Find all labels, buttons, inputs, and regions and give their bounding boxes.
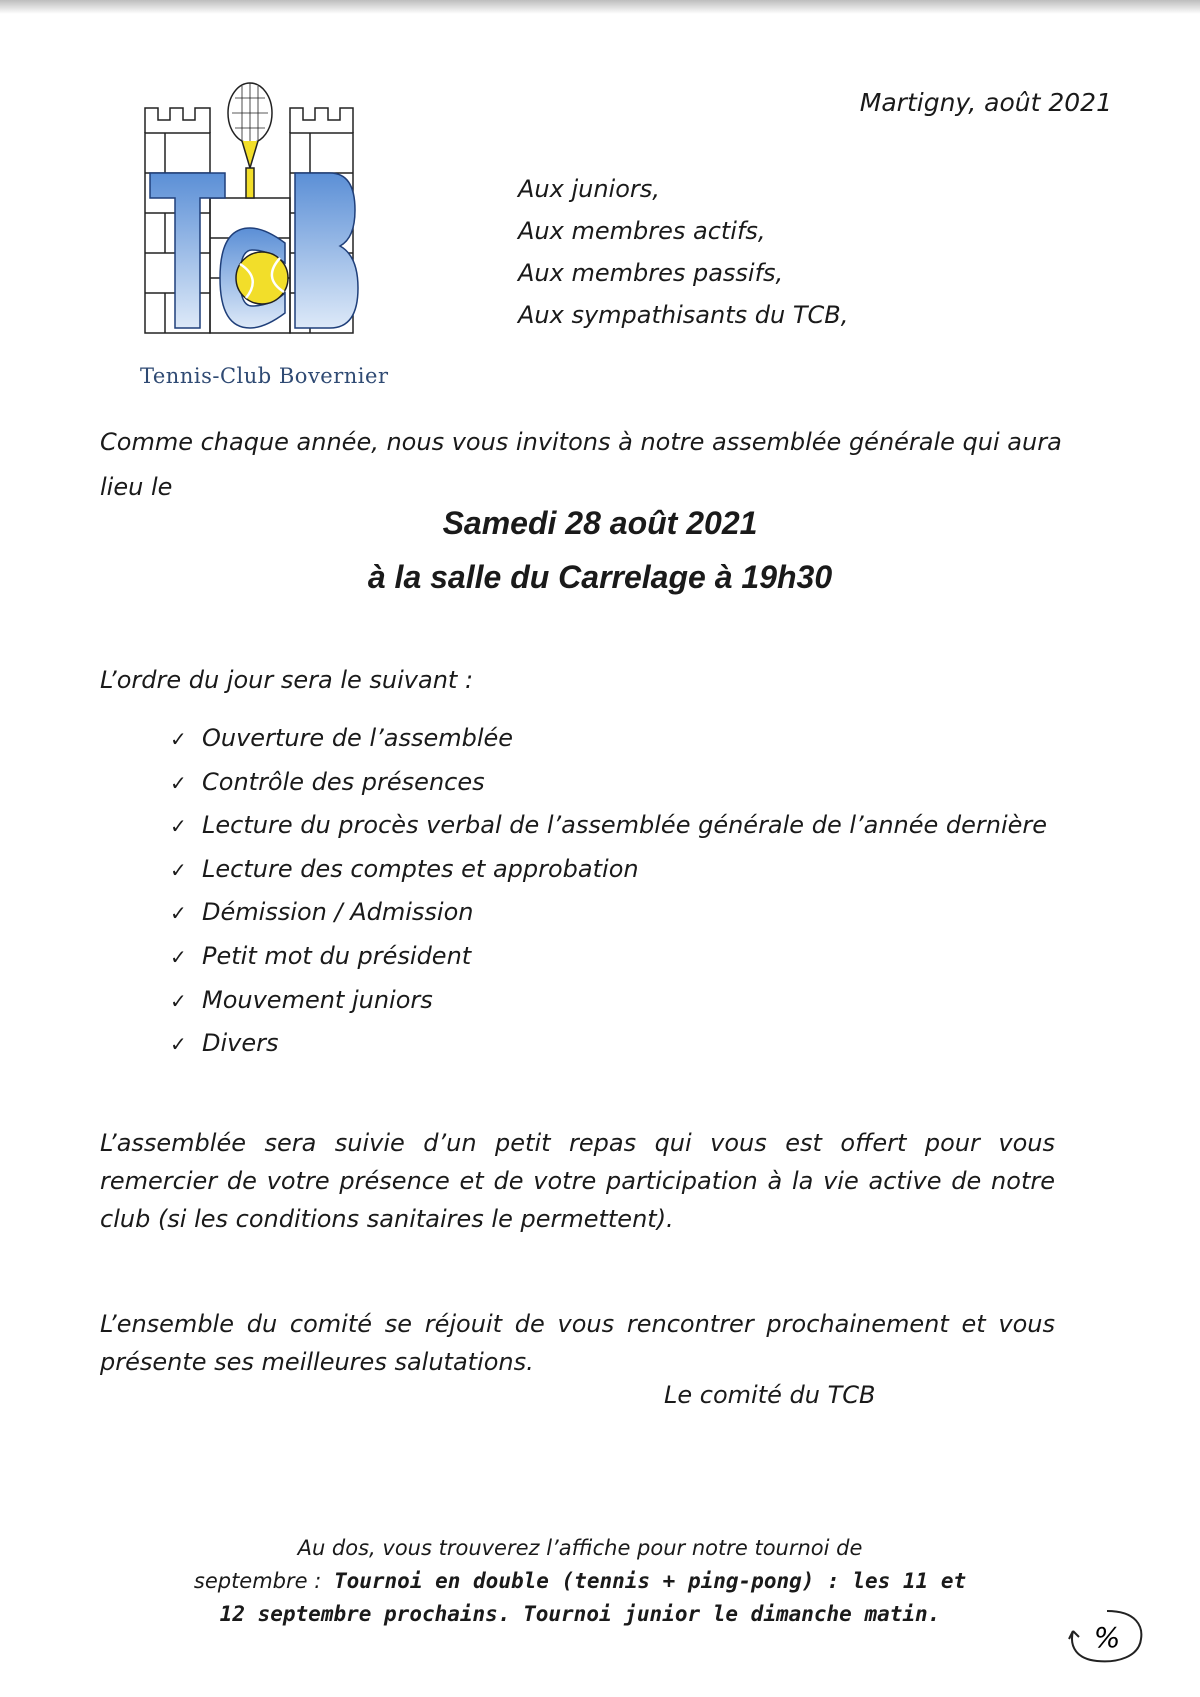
agenda-item: ✓ Contrôle des présences [170,761,1047,805]
closing-paragraph: L’ensemble du comité se réjouit de vous rencontrer prochainement et vous présente ses meilleures salutations. [100,1310,1055,1376]
signature: Le comité du TCB [664,1381,876,1409]
svg-text:%: % [1093,1621,1121,1654]
checkmark-icon: ✓ [170,901,187,926]
logo-caption: Tennis-Club Bovernier [140,364,389,388]
tennis-ball-icon [236,252,288,304]
footer-line: 12 septembre prochains. Tournoi junior le dimanche matin. [219,1602,941,1626]
recipient-line: Aux sympathisants du TCB, [518,301,849,329]
agenda-item: ✓ Lecture des comptes et approbation [170,848,1047,892]
tcb-logo [140,78,400,378]
scan-top-edge [0,0,1200,14]
checkmark-icon: ✓ [170,1032,187,1057]
agenda-item: ✓ Divers [170,1022,1047,1066]
checkmark-icon: ✓ [170,770,187,795]
checkmark-icon: ✓ [170,727,187,751]
recipient-line: Aux membres passifs, [518,259,784,287]
agenda-item: ✓ Mouvement juniors [170,979,1047,1023]
meal-paragraph: L’assemblée sera suivie d’un petit repas qui vous est offert pour vous remercier de votre présence et de votre participation à la vie active de notre club (si les conditions sanitaires le permettent). [100,1129,1055,1233]
agenda-item: ✓ Petit mot du président [170,935,1047,979]
checkmark-icon: ✓ [170,988,187,1013]
recipients-block [518,168,848,336]
percent-stamp-icon [1067,1607,1147,1667]
recipient-line: Aux juniors, [518,175,660,203]
checkmark-icon: ✓ [170,814,187,839]
agenda-item: ✓ Démission / Admission [170,891,1047,935]
recipient-line: Aux membres actifs, [518,217,766,245]
tennis-racket-icon [228,83,272,198]
agenda-item: ✓ Lecture du procès verbal de l’assemblée générale de l’année dernière [170,804,1047,848]
checkmark-icon: ✓ [170,944,187,969]
checkmark-icon: ✓ [170,857,187,882]
event-date: Samedi 28 août 2021 [442,505,758,541]
agenda-list [170,717,1047,1066]
footer-line: septembre : Tournoi en double (tennis + ping-pong) : les 11 et [193,1569,967,1593]
agenda-item: ✓ Ouverture de l’assemblée [170,717,1047,761]
footer-note [180,1532,980,1631]
event-place-time: à la salle du Carrelage à 19h30 [367,559,833,595]
footer-line: Au dos, vous trouverez l’affiche pour notre tournoi de [297,1536,863,1560]
agenda-intro: L’ordre du jour sera le suivant : [100,666,474,694]
intro-paragraph: Comme chaque année, nous vous invitons à notre assemblée générale qui aura lieu le [100,428,1062,501]
place-date: Martigny, août 2021 [859,88,1112,117]
